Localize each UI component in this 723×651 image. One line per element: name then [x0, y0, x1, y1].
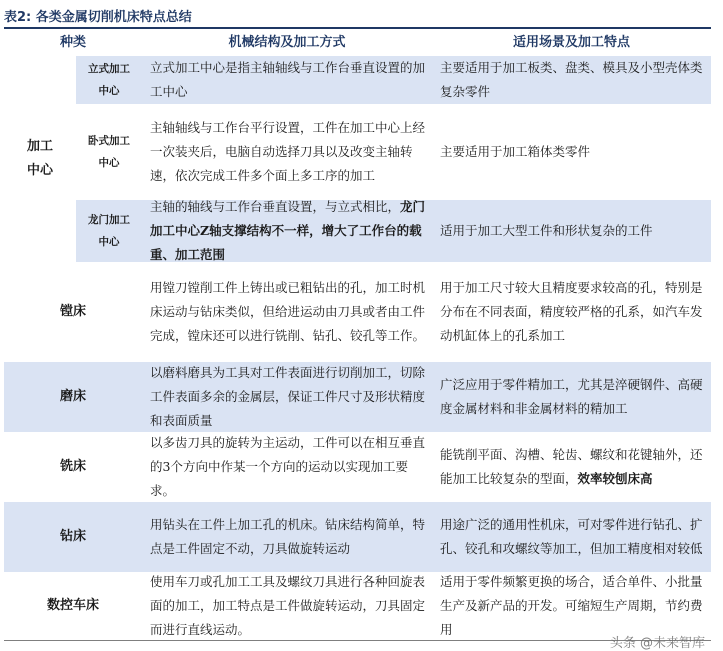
- subtype-vertical: 立式加工中心: [76, 56, 142, 104]
- header-structure: 机械结构及加工方式: [228, 35, 346, 50]
- category-grinding: 磨床: [4, 362, 142, 432]
- cnc-lathe-scenario: 适用于零件频繁更换的场合，适合单件、小批量生产及新产品的开发。可缩短生产周期，节约费用: [440, 574, 703, 637]
- category-milling: 铣床: [59, 459, 86, 474]
- bottom-rule: [4, 640, 711, 641]
- milling-scenario-plain: 能铣削平面、沟槽、轮齿、螺纹和花键轴外，还能加工比较复杂的型面，: [440, 447, 703, 486]
- boring-structure: 用镗刀镗削工件上铸出或已粗钻出的孔，加工时机床运动与钻床类似，但给进运动由刀具或者由工件完成，镗床还可以进行铣削、钻孔、铰孔等工作。: [150, 280, 426, 343]
- milling-scenario: [432, 432, 711, 502]
- milling-scenario-bold: 效率较刨床高: [577, 471, 653, 486]
- watermark: 头条 @未来智库: [609, 636, 705, 651]
- vertical-scenario: 主要适用于加工板类、盘类、模具及小型壳体类复杂零件: [432, 56, 711, 104]
- subtype-horizontal: 卧式加工中心: [88, 135, 130, 169]
- category-boring: 镗床: [59, 304, 86, 319]
- category-drilling: 钻床: [4, 502, 142, 572]
- drilling-scenario: 用途广泛的通用性机床，可对零件进行钻孔、扩孔、铰孔和攻螺纹等加工，但加工精度相对较低: [432, 502, 711, 572]
- cnc-lathe-structure: 使用车刀或孔加工工具及螺纹刀具进行各种回旋表面的加工，加工特点是工件做旋转运动，刀具固定而进行直线运动。: [150, 574, 426, 637]
- milling-structure: 以多齿刀具的旋转为主运动，工件可以在相互垂直的3个方向中作某一个方向的运动以实现加工要求。: [150, 435, 426, 498]
- subtype-gantry: 龙门加工中心: [76, 200, 142, 262]
- header-type: 种类: [59, 35, 86, 50]
- category-machining-center: 加工中心: [26, 139, 53, 178]
- drilling-structure: 用钻头在工件上加工孔的机床。钻床结构简单，特点是工件固定不动，刀具做旋转运动: [142, 502, 432, 572]
- gantry-structure: [142, 200, 432, 262]
- top-rule: [4, 27, 711, 29]
- grinding-scenario: 广泛应用于零件精加工，尤其是淬硬钢件、高硬度金属材料和非金属材料的精加工: [432, 362, 711, 432]
- gantry-structure-plain: 主轴的轴线与工作台垂直设置，与立式相比，: [150, 199, 401, 214]
- gantry-structure-bold: 龙门加工中心Z轴支撑结构不一样，增大了工作台的载重、加工范围: [150, 199, 426, 262]
- vertical-structure: 立式加工中心是指主轴轴线与工作台垂直设置的加工中心: [142, 56, 432, 104]
- header-scenario: 适用场景及加工特点: [512, 35, 630, 50]
- gantry-scenario: 适用于加工大型工件和形状复杂的工件: [432, 200, 711, 262]
- category-cnc-lathe: 数控车床: [46, 598, 99, 613]
- table-caption: 表2: 各类金属切削机床特点总结: [4, 10, 192, 25]
- grinding-structure: 以磨料磨具为工具对工件表面进行切削加工，切除工件表面多余的金属层，保证工件尺寸及形状精度和表面质量: [142, 362, 432, 432]
- horizontal-scenario: 主要适用于加工箱体类零件: [440, 144, 591, 159]
- boring-scenario: 用于加工尺寸较大且精度要求较高的孔，特别是分布在不同表面，精度较严格的孔系，如汽车发动机缸体上的孔系加工: [440, 280, 703, 343]
- horizontal-structure: 主轴轴线与工作台平行设置，工件在加工中心上经一次装夹后，电脑自动选择刀具以及改变主轴转速，依次完成工件多个面上多工序的加工: [150, 120, 426, 183]
